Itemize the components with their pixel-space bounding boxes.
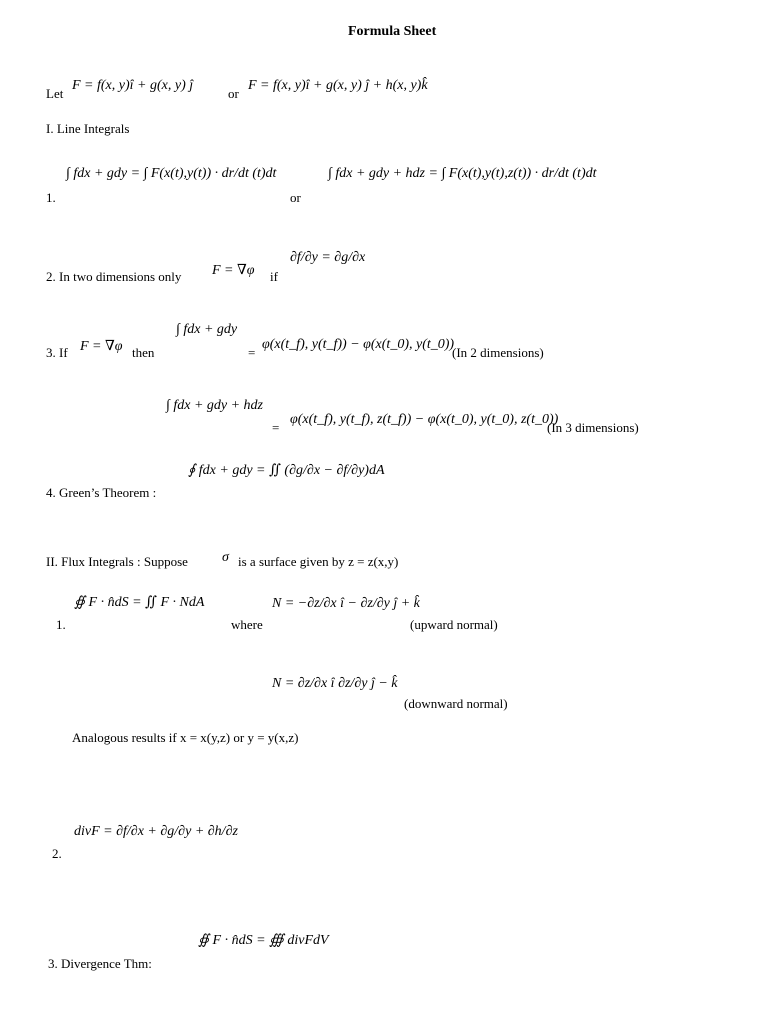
exactness-condition: ∂f/∂y = ∂g/∂x	[290, 250, 366, 265]
item-3-note-2d: (In 2 dimensions)	[452, 345, 544, 360]
where-label: where	[231, 617, 263, 632]
field-definition-2d: F = f(x, y)î + g(x, y) ĵ	[72, 78, 194, 93]
section-line-integrals-heading: I. Line Integrals	[46, 121, 130, 136]
greens-theorem-formula: ∮ fdx + gdy = ∬ (∂g/∂x − ∂f/∂y)dA	[188, 463, 385, 478]
item-3-equals-2d: =	[248, 345, 256, 360]
upward-normal-note: (upward normal)	[410, 617, 498, 632]
item-3-if: 3. If	[46, 345, 68, 360]
item-3-note-3d: (In 3 dimensions)	[547, 420, 639, 435]
gradient-field-formula: F = ∇φ	[212, 263, 255, 278]
item-4-text: 4. Green’s Theorem :	[46, 485, 157, 500]
item-1-or: or	[290, 190, 301, 205]
line-integral-3d-formula: ∫ fdx + gdy + hdz = ∫ F(x(t),y(t),z(t)) · dr/dt (t)dt	[328, 166, 597, 181]
let-label: Let	[46, 86, 64, 101]
item-3-gradient-formula: F = ∇φ	[80, 339, 123, 354]
section-flux-heading-tail: is a surface given by z = z(x,y)	[238, 554, 399, 569]
line-integral-2d-formula: ∫ fdx + gdy = ∫ F(x(t),y(t)) · dr/dt (t)dt	[66, 166, 277, 181]
item-2-text: 2. In two dimensions only	[46, 269, 182, 284]
item-3-integral-2d: ∫ fdx + gdy	[176, 322, 238, 337]
item-3-then: then	[132, 345, 155, 360]
page-title: Formula Sheet	[348, 24, 437, 39]
item-3-result-3d: φ(x(t_f), y(t_f), z(t_f)) − φ(x(t_0), y(t_0), z(t_0))	[290, 412, 559, 427]
divergence-theorem-formula: ∯ F · n̂dS = ∰ divFdV	[198, 933, 329, 948]
section-flux-heading: II. Flux Integrals : Suppose	[46, 554, 188, 569]
flux-item-2-number: 2.	[52, 846, 62, 861]
analogous-results-text: Analogous results if x = x(y,z) or y = y(x,z)	[72, 730, 299, 745]
upward-normal-formula: N = −∂z/∂x î − ∂z/∂y ĵ + k̂	[272, 596, 420, 611]
divergence-formula: divF = ∂f/∂x + ∂g/∂y + ∂h/∂z	[74, 824, 238, 839]
field-definition-3d: F = f(x, y)î + g(x, y) ĵ + h(x, y)k̂	[248, 78, 428, 93]
item-3-result-2d: φ(x(t_f), y(t_f)) − φ(x(t_0), y(t_0))	[262, 337, 455, 352]
downward-normal-formula: N = ∂z/∂x î ∂z/∂y ĵ − k̂	[272, 676, 398, 691]
downward-normal-note: (downward normal)	[404, 696, 508, 711]
item-3-equals-3d: =	[272, 420, 280, 435]
flux-item-1-number: 1.	[56, 617, 66, 632]
divergence-theorem-label: 3. Divergence Thm:	[48, 956, 152, 971]
item-3-integral-3d: ∫ fdx + gdy + hdz	[166, 398, 263, 413]
item-1-number: 1.	[46, 190, 56, 205]
flux-integral-formula: ∯ F · n̂dS = ∬ F · NdA	[74, 595, 205, 610]
sigma-symbol: σ	[222, 550, 229, 565]
item-2-if: if	[270, 269, 278, 284]
let-or: or	[228, 86, 239, 101]
